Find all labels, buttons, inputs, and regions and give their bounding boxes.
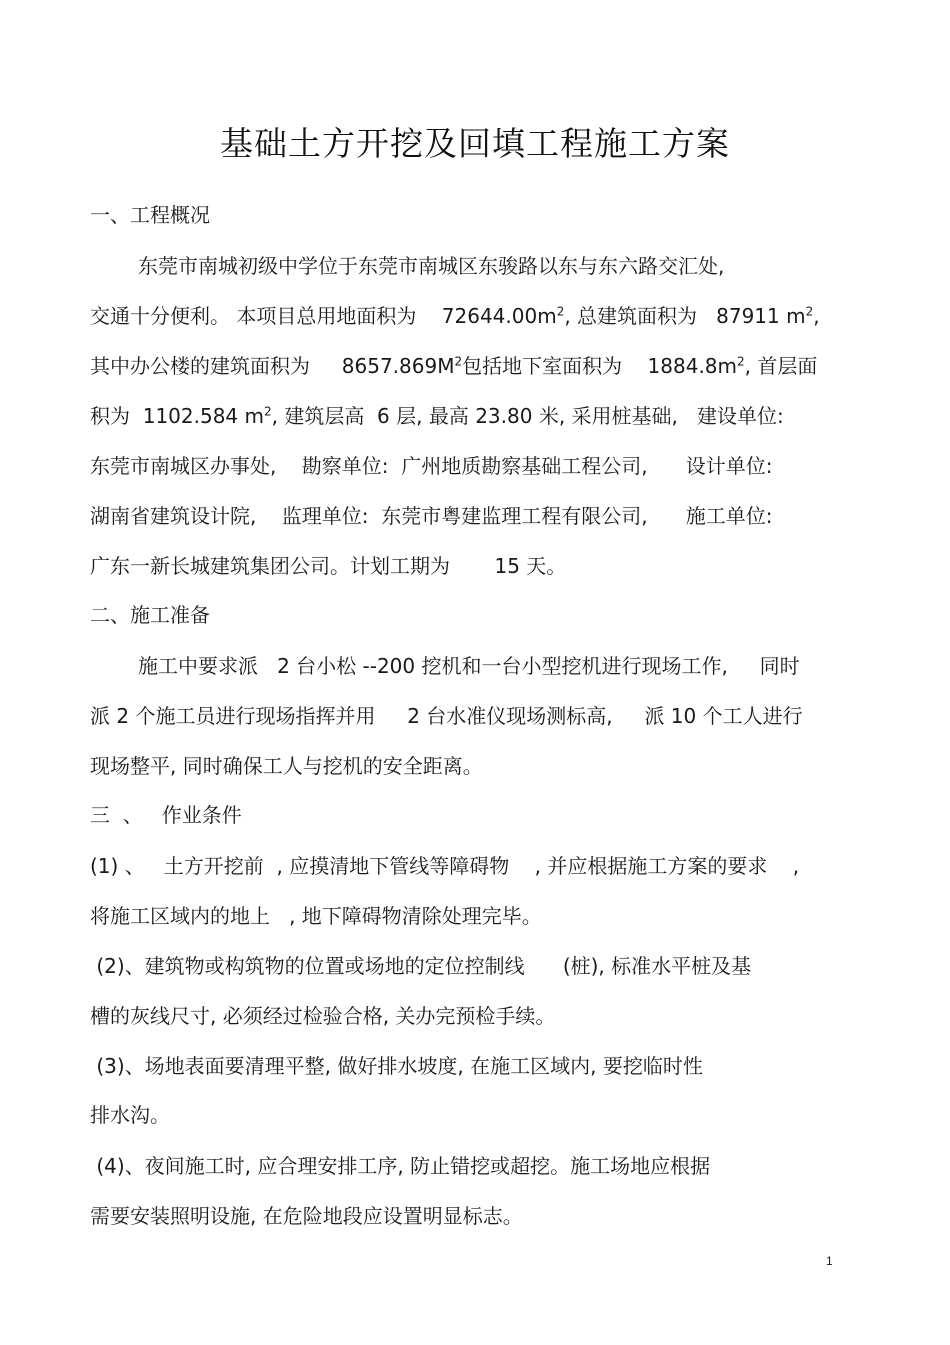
page-title: 基础土方开挖及回填工程施工方案: [220, 124, 730, 163]
list-item-line: (3)、场地表面要清理平整, 做好排水坡度, 在施工区域内, 要挖临时性: [90, 1054, 703, 1078]
paragraph-line: 派 2 个施工员进行现场指挥并用 2 台水准仪现场测标高, 派 10 个工人进行: [90, 704, 803, 728]
paragraph-line: 施工中要求派 2 台小松 --200 挖机和一台小型挖机进行现场工作, 同时: [138, 654, 800, 678]
paragraph-line: 东莞市南城初级中学位于东莞市南城区东骏路以东与东六路交汇处,: [138, 254, 725, 278]
paragraph-line: 东莞市南城区办事处, 勘察单位: 广州地质勘察基础工程公司, 设计单位:: [90, 454, 773, 478]
section-heading-overview: 一、工程概况: [90, 203, 210, 227]
paragraph-line: 广东一新长城建筑集团公司。计划工期为 15 天。: [90, 554, 567, 578]
list-item-line: (2)、建筑物或构筑物的位置或场地的定位控制线 (桩), 标准水平桩及基: [90, 954, 752, 978]
list-item-line: 槽的灰线尺寸, 必须经过检验合格, 关办完预检手续。: [90, 1004, 556, 1028]
list-item-line: 排水沟。: [90, 1103, 170, 1127]
paragraph-line: 其中办公楼的建筑面积为 $8657.869M^2$包括地下室面积为 $1884.8m^2$, 首层面: [90, 354, 818, 378]
list-item-line: 需要安装照明设施, 在危险地段应设置明显标志。: [90, 1204, 523, 1228]
paragraph-line: 积为 1102.584 $m^2$, 建筑层高 6 层, 最高 23.80 米, 采用桩基础, 建设单位:: [90, 404, 784, 428]
list-item-line: (4)、夜间施工时, 应合理安排工序, 防止错挖或超挖。施工场地应根据: [90, 1154, 711, 1178]
paragraph-line: 现场整平, 同时确保工人与挖机的安全距离。: [90, 754, 483, 778]
paragraph-line: 湖南省建筑设计院, 监理单位: 东莞市粤建监理工程有限公司, 施工单位:: [90, 504, 773, 528]
section-heading-conditions: 三 、 作业条件: [90, 803, 242, 827]
paragraph-line: 交通十分便利。 本项目总用地面积为 $72644.00m^2$, 总建筑面积为 87911 $m^2$,: [90, 304, 820, 328]
list-item-line: 将施工区域内的地上 , 地下障碍物清除处理完毕。: [90, 904, 542, 928]
list-item-line: (1) 、 土方开挖前 , 应摸清地下管线等障碍物 , 并应根据施工方案的要求 ,: [90, 854, 800, 878]
section-heading-preparation: 二、施工准备: [90, 603, 210, 627]
page-number: 1: [826, 1254, 833, 1268]
